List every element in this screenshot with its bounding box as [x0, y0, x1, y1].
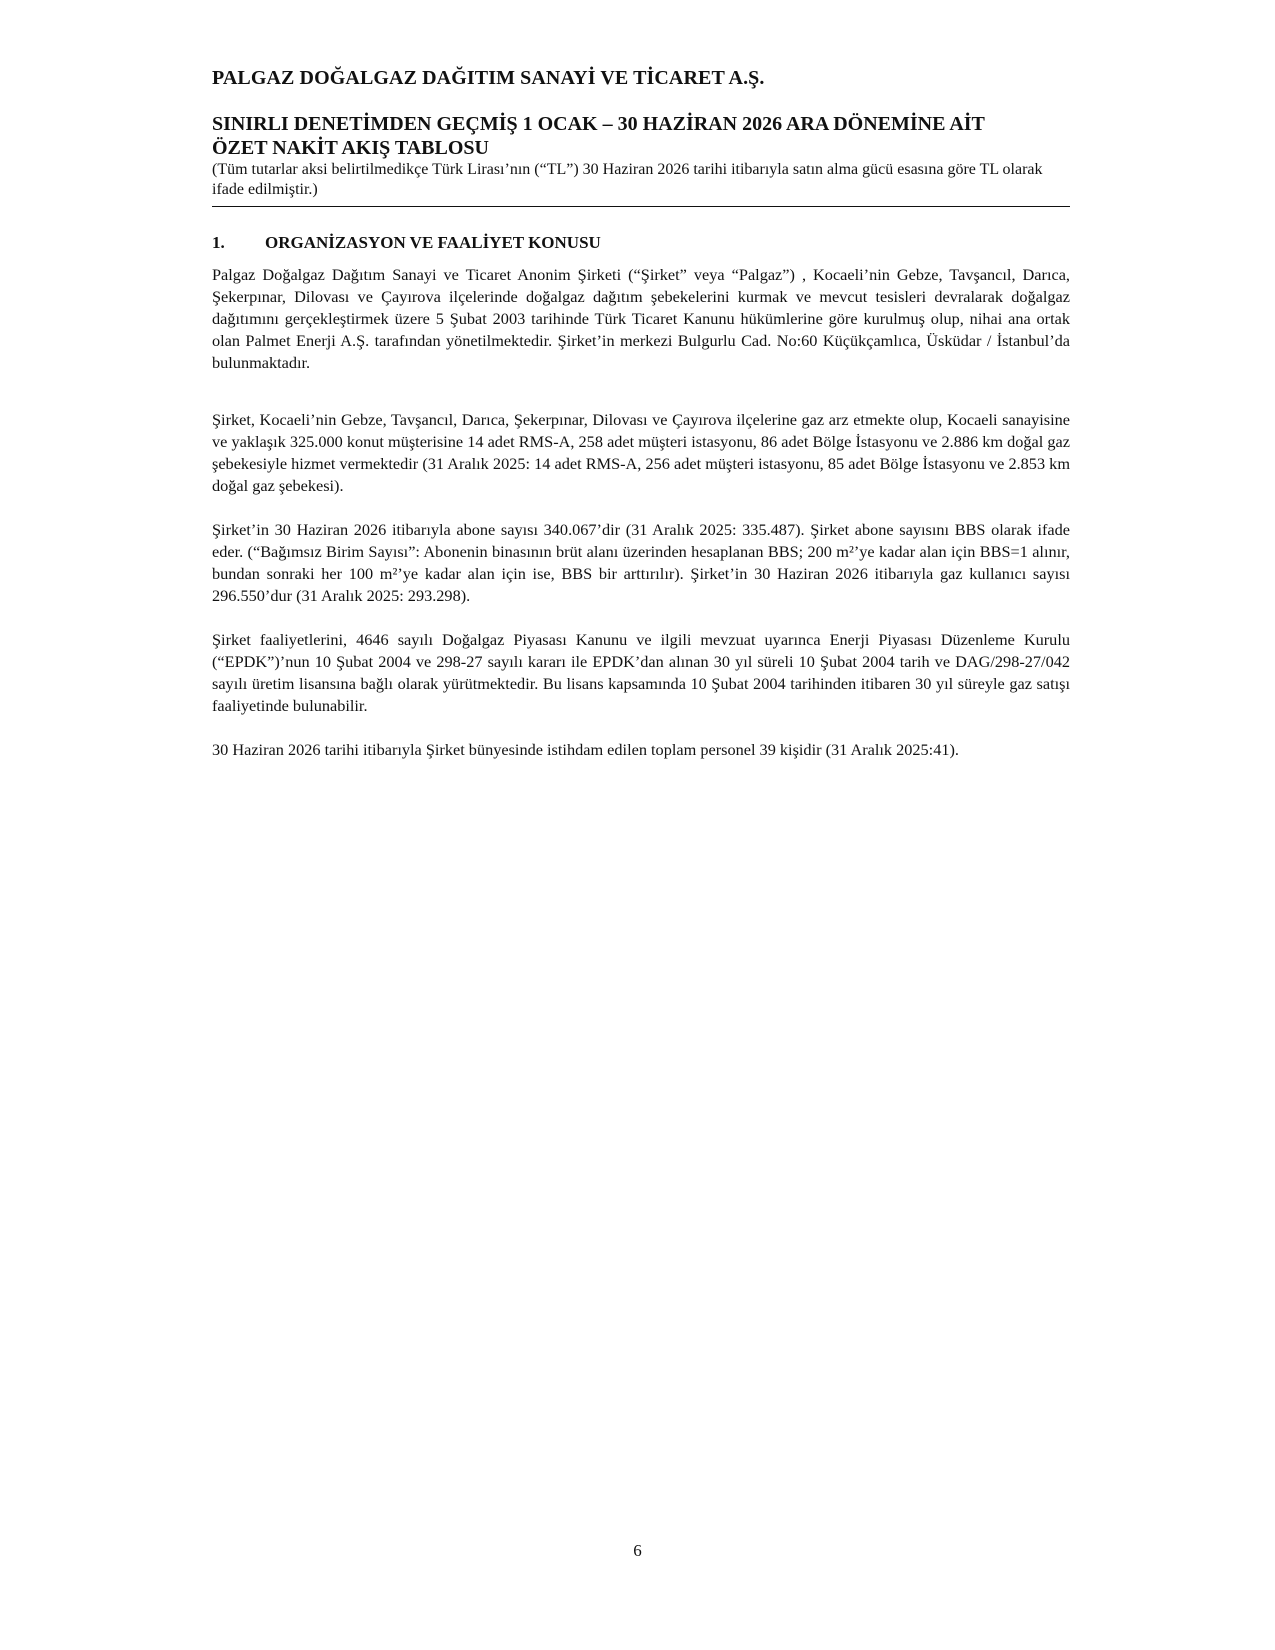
currency-note: (Tüm tutarlar aksi belirtilmedikçe Türk Lirası’nın (“TL”) 30 Haziran 2026 tarihi itibarıyla satın alma gücü esasına göre TL olarak ifade edilmiştir.): [212, 161, 1043, 198]
report-title-line-1: SINIRLI DENETİMDEN GEÇMİŞ 1 OCAK – 30 HAZİRAN 2026 ARA DÖNEMİNE AİT: [212, 113, 985, 135]
company-name: PALGAZ DOĞALGAZ DAĞITIM SANAYİ VE TİCARET A.Ş.: [212, 67, 765, 89]
page-number: 6: [633, 1541, 642, 1560]
document-page: [212, 66, 1070, 783]
paragraph-subscribers: Şirket’in 30 Haziran 2026 itibarıyla abone sayısı 340.067’dir (31 Aralık 2025: 335.487). Şirket abone sayısını BBS olarak ifade eder. (“Bağımsız Birim Sayısı”: Abonenin binasının brüt alanı üzerinden hesaplanan BBS; 200 m²’ye kadar alan için BBS=1 alınır, bundan sonraki her 100 m²’ye kadar alan için ise, BBS bir arttırılır). Şirket’in 30 Haziran 2026 itibarıyla gaz kullanıcı sayısı 296.550’dur (31 Aralık 2025: 293.298).: [212, 520, 1070, 605]
header-divider: [212, 206, 1070, 207]
paragraph-service-area: Şirket, Kocaeli’nin Gebze, Tavşancıl, Darıca, Şekerpınar, Dilovası ve Çayırova ilçelerine gaz arz etmekte olup, Kocaeli sanayisine ve yaklaşık 325.000 konut müşterisine 14 adet RMS-A, 258 adet müşteri istasyonu, 86 adet Bölge İstasyonu ve 2.886 km doğal gaz şebekesiyle hizmet vermektedir (31 Aralık 2025: 14 adet RMS-A, 256 adet müşteri istasyonu, 85 adet Bölge İstasyonu ve 2.853 km doğal gaz şebekesi).: [212, 410, 1070, 495]
report-title-line-2: ÖZET NAKİT AKIŞ TABLOSU: [212, 137, 489, 159]
paragraph-personnel: 30 Haziran 2026 tarihi itibarıyla Şirket bünyesinde istihdam edilen toplam personel 39 kişidir (31 Aralık 2025:41).: [212, 740, 959, 759]
section-number: 1.: [212, 233, 225, 252]
section-heading: [212, 232, 1070, 254]
paragraph-license: Şirket faaliyetlerini, 4646 sayılı Doğalgaz Piyasası Kanunu ve ilgili mevzuat uyarınca Enerji Piyasası Düzenleme Kurulu (“EPDK”)’nun 10 Şubat 2004 ve 298-27 sayılı kararı ile EPDK’dan alınan 30 yıl süreli 10 Şubat 2004 tarih ve DAG/298-27/042 sayılı üretim lisansına bağlı olarak yürütmektedir. Bu lisans kapsamında 10 Şubat 2004 tarihinden itibaren 30 yıl süreyle gaz satışı faaliyetinde bulunabilir.: [212, 630, 1070, 715]
paragraph-company-overview: Palgaz Doğalgaz Dağıtım Sanayi ve Ticaret Anonim Şirketi (“Şirket” veya “Palgaz”) , Kocaeli’nin Gebze, Tavşancıl, Darıca, Şekerpınar, Dilovası ve Çayırova ilçelerinde doğalgaz dağıtım şebekelerini kurmak ve mevcut tesisleri devralarak doğalgaz dağıtımını gerçekleştirmek üzere 5 Şubat 2003 tarihinde Türk Ticaret Kanunu hükümlerine göre kurulmuş olup, nihai ana ortak olan Palmet Enerji A.Ş. tarafından yönetilmektedir. Şirket’in merkezi Bulgurlu Cad. No:60 Küçükçamlıca, Üsküdar / İstanbul’da bulunmaktadır.: [212, 265, 1070, 372]
section-title: ORGANİZASYON VE FAALİYET KONUSU: [265, 233, 601, 252]
